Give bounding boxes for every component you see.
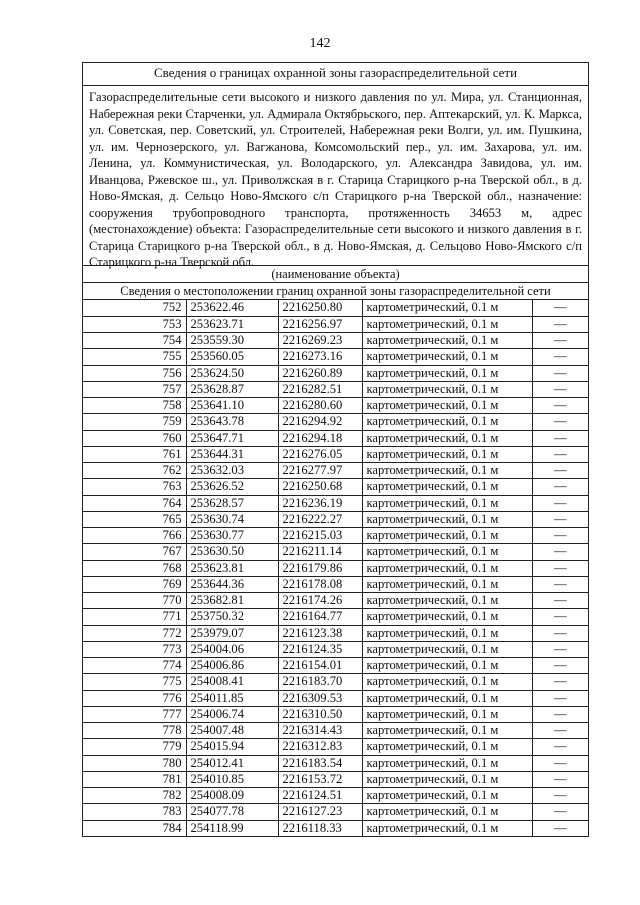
coord-x: 253979.07 xyxy=(186,625,278,641)
coord-y: 2216123.38 xyxy=(278,625,362,641)
coord-x: 254012.41 xyxy=(186,755,278,771)
method-accuracy: картометрический, 0.1 м xyxy=(362,333,532,349)
method-accuracy: картометрический, 0.1 м xyxy=(362,674,532,690)
table-row xyxy=(83,820,588,836)
coord-y: 2216174.26 xyxy=(278,593,362,609)
table-row xyxy=(83,641,588,657)
document-table xyxy=(82,62,589,837)
table-row xyxy=(83,625,588,641)
table-row xyxy=(83,349,588,365)
table-row xyxy=(83,479,588,495)
coord-y: 2216154.01 xyxy=(278,658,362,674)
method-accuracy: картометрический, 0.1 м xyxy=(362,625,532,641)
table-row xyxy=(83,333,588,349)
note-dash: — xyxy=(532,576,588,592)
coord-x: 254008.41 xyxy=(186,674,278,690)
table-row xyxy=(83,674,588,690)
table-row xyxy=(83,560,588,576)
note-dash: — xyxy=(532,446,588,462)
coord-y: 2216118.33 xyxy=(278,820,362,836)
table-row xyxy=(83,788,588,804)
coord-x: 254011.85 xyxy=(186,690,278,706)
coord-y: 2216153.72 xyxy=(278,771,362,787)
note-dash: — xyxy=(532,560,588,576)
coord-y: 2216294.92 xyxy=(278,414,362,430)
coord-x: 254006.74 xyxy=(186,706,278,722)
object-name-caption: (наименование объекта) xyxy=(83,266,588,283)
note-dash: — xyxy=(532,625,588,641)
method-accuracy: картометрический, 0.1 м xyxy=(362,739,532,755)
table-row xyxy=(83,414,588,430)
coord-y: 2216273.16 xyxy=(278,349,362,365)
table-row xyxy=(83,365,588,381)
point-number: 773 xyxy=(83,641,186,657)
method-accuracy: картометрический, 0.1 м xyxy=(362,381,532,397)
coord-x: 253560.05 xyxy=(186,349,278,365)
coord-x: 254004.06 xyxy=(186,641,278,657)
note-dash: — xyxy=(532,316,588,332)
coord-y: 2216314.43 xyxy=(278,723,362,739)
coord-y: 2216280.60 xyxy=(278,398,362,414)
note-dash: — xyxy=(532,414,588,430)
coordinates-body xyxy=(83,300,588,836)
point-number: 774 xyxy=(83,658,186,674)
note-dash: — xyxy=(532,739,588,755)
point-number: 770 xyxy=(83,593,186,609)
coord-y: 2216222.27 xyxy=(278,511,362,527)
point-number: 759 xyxy=(83,414,186,430)
method-accuracy: картометрический, 0.1 м xyxy=(362,349,532,365)
coord-x: 254015.94 xyxy=(186,739,278,755)
method-accuracy: картометрический, 0.1 м xyxy=(362,788,532,804)
coord-x: 253643.78 xyxy=(186,414,278,430)
coord-x: 254008.09 xyxy=(186,788,278,804)
point-number: 778 xyxy=(83,723,186,739)
point-number: 763 xyxy=(83,479,186,495)
table-row xyxy=(83,511,588,527)
point-number: 781 xyxy=(83,771,186,787)
page-number: 142 xyxy=(309,36,331,51)
coord-x: 254006.86 xyxy=(186,658,278,674)
note-dash: — xyxy=(532,723,588,739)
method-accuracy: картометрический, 0.1 м xyxy=(362,560,532,576)
note-dash: — xyxy=(532,300,588,316)
coord-y: 2216269.23 xyxy=(278,333,362,349)
point-number: 760 xyxy=(83,430,186,446)
coord-x: 253750.32 xyxy=(186,609,278,625)
method-accuracy: картометрический, 0.1 м xyxy=(362,609,532,625)
table-row xyxy=(83,495,588,511)
method-accuracy: картометрический, 0.1 м xyxy=(362,641,532,657)
table-row xyxy=(83,739,588,755)
note-dash: — xyxy=(553,820,567,835)
table-row xyxy=(83,658,588,674)
table-row xyxy=(83,430,588,446)
table-row xyxy=(83,771,588,787)
method-accuracy: картометрический, 0.1 м xyxy=(362,804,532,820)
method-accuracy: картометрический, 0.1 м xyxy=(362,479,532,495)
point-number: 755 xyxy=(83,349,186,365)
point-number: 767 xyxy=(83,544,186,560)
note-dash: — xyxy=(532,690,588,706)
note-dash: — xyxy=(532,398,588,414)
note-dash: — xyxy=(532,430,588,446)
note-dash: — xyxy=(532,771,588,787)
method-accuracy: картометрический, 0.1 м xyxy=(362,316,532,332)
note-dash: — xyxy=(532,804,588,820)
point-number: 762 xyxy=(83,463,186,479)
point-number: 766 xyxy=(83,528,186,544)
point-number: 783 xyxy=(83,804,186,820)
point-number: 753 xyxy=(83,316,186,332)
point-number: 772 xyxy=(83,625,186,641)
method-accuracy: картометрический, 0.1 м xyxy=(362,430,532,446)
table-row xyxy=(83,706,588,722)
table-row xyxy=(83,446,588,462)
coord-x: 254118.99 xyxy=(186,820,278,836)
note-dash: — xyxy=(532,544,588,560)
method-accuracy: картометрический, 0.1 м xyxy=(362,690,532,706)
table-row xyxy=(83,804,588,820)
point-number: 754 xyxy=(83,333,186,349)
method-accuracy: картометрический, 0.1 м xyxy=(362,755,532,771)
table-row xyxy=(83,690,588,706)
note-dash: — xyxy=(532,593,588,609)
note-dash: — xyxy=(532,609,588,625)
note-dash: — xyxy=(532,333,588,349)
table-row xyxy=(83,381,588,397)
point-number: 758 xyxy=(83,398,186,414)
coord-y: 2216282.51 xyxy=(278,381,362,397)
point-number: 768 xyxy=(83,560,186,576)
point-number: 776 xyxy=(83,690,186,706)
method-accuracy: картометрический, 0.1 м xyxy=(362,446,532,462)
coord-x: 253559.30 xyxy=(186,333,278,349)
table-row xyxy=(83,463,588,479)
method-accuracy: картометрический, 0.1 м xyxy=(362,414,532,430)
coord-x: 253682.81 xyxy=(186,593,278,609)
method-accuracy: картометрический, 0.1 м xyxy=(362,723,532,739)
coord-y: 2216164.77 xyxy=(278,609,362,625)
note-dash: — xyxy=(532,463,588,479)
coord-y: 2216215.03 xyxy=(278,528,362,544)
method-accuracy: картометрический, 0.1 м xyxy=(362,771,532,787)
table-row xyxy=(83,316,588,332)
coord-y: 2216312.83 xyxy=(278,739,362,755)
note-dash: — xyxy=(532,788,588,804)
method-accuracy: картометрический, 0.1 м xyxy=(362,463,532,479)
coord-x: 253630.50 xyxy=(186,544,278,560)
location-subtitle: Сведения о местоположении границ охранной зоны газораспределительной сети xyxy=(83,283,588,300)
point-number: 779 xyxy=(83,739,186,755)
coord-y: 2216276.05 xyxy=(278,446,362,462)
table-row xyxy=(83,609,588,625)
coord-y: 2216211.14 xyxy=(278,544,362,560)
coord-x: 254007.48 xyxy=(186,723,278,739)
coord-x: 253630.74 xyxy=(186,511,278,527)
coord-y: 2216250.80 xyxy=(278,300,362,316)
point-number: 782 xyxy=(83,788,186,804)
table-row xyxy=(83,576,588,592)
note-dash: — xyxy=(532,658,588,674)
coord-y: 2216179.86 xyxy=(278,560,362,576)
coord-y: 2216260.89 xyxy=(278,365,362,381)
note-dash: — xyxy=(532,511,588,527)
point-number: 752 xyxy=(83,300,186,316)
point-number: 757 xyxy=(83,381,186,397)
coord-x: 253641.10 xyxy=(186,398,278,414)
table-row xyxy=(83,398,588,414)
method-accuracy: картометрический, 0.1 м xyxy=(362,300,532,316)
coord-y: 2216294.18 xyxy=(278,430,362,446)
table-row xyxy=(83,300,588,316)
method-accuracy: картометрический, 0.1 м xyxy=(362,593,532,609)
point-number: 771 xyxy=(83,609,186,625)
coord-y: 2216277.97 xyxy=(278,463,362,479)
note-dash: — xyxy=(532,641,588,657)
coord-x: 253632.03 xyxy=(186,463,278,479)
note-dash: — xyxy=(532,479,588,495)
note-dash: — xyxy=(532,365,588,381)
coord-x: 253628.87 xyxy=(186,381,278,397)
point-number: 769 xyxy=(83,576,186,592)
coordinates-table xyxy=(83,300,588,836)
coord-y: 2216309.53 xyxy=(278,690,362,706)
coord-y: 2216127.23 xyxy=(278,804,362,820)
coord-y: 2216310.50 xyxy=(278,706,362,722)
coord-x: 253624.50 xyxy=(186,365,278,381)
coord-y: 2216124.51 xyxy=(278,788,362,804)
coord-x: 254010.85 xyxy=(186,771,278,787)
coord-y: 2216250.68 xyxy=(278,479,362,495)
coord-x: 253623.71 xyxy=(186,316,278,332)
coord-x: 253630.77 xyxy=(186,528,278,544)
note-dash: — xyxy=(532,495,588,511)
coord-y: 2216183.70 xyxy=(278,674,362,690)
point-number: 764 xyxy=(83,495,186,511)
object-description: Газораспределительные сети высокого и низкого давления по ул. Мира, ул. Станционная, Набережная реки Старченки, ул. Адмирала Октябрьского, пер. Аптекарский, ул. К. Маркса, ул. Советская, пер. Советский, ул. Строителей, Набережная реки Волги, ул. им. Пушкина, ул. им. Чернозерского, ул. Вагжанова, Комсомольский пер., ул. им. Захарова, ул. им. Ленина, ул. Коммунистическая, ул. Володарского, ул. Александра Завидова, ул. им. Иванцова, Ржевское ш., ул. Приволжская в г. Старица Старицкого р-на Тверской обл., в д. Ново-Ямская, д. Сельцо Ново-Ямского с/п Старицкого р-на Тверской обл., назначение: сооружения трубопроводного транспорта, протяженность 34653 м, адрес (местонахождение) объекта: Газораспределительные сети высокого и низкого давления в г. Старица Старицкого р-на Тверской обл., в д. Ново-Ямская, д. Сельцово Ново-Ямского с/п Старицкого р-на Тверской обл. xyxy=(83,86,588,266)
table-row xyxy=(83,593,588,609)
coord-y: 2216124.35 xyxy=(278,641,362,657)
point-number: 761 xyxy=(83,446,186,462)
method-accuracy: картометрический, 0.1 м xyxy=(362,495,532,511)
table-row xyxy=(83,755,588,771)
method-accuracy: картометрический, 0.1 м xyxy=(362,820,532,836)
method-accuracy: картометрический, 0.1 м xyxy=(362,544,532,560)
method-accuracy: картометрический, 0.1 м xyxy=(362,576,532,592)
method-accuracy: картометрический, 0.1 м xyxy=(362,658,532,674)
method-accuracy: картометрический, 0.1 м xyxy=(362,511,532,527)
coord-y: 2216236.19 xyxy=(278,495,362,511)
coord-x: 254077.78 xyxy=(186,804,278,820)
note-dash: — xyxy=(532,706,588,722)
note-dash: — xyxy=(532,755,588,771)
method-accuracy: картометрический, 0.1 м xyxy=(362,365,532,381)
method-accuracy: картометрический, 0.1 м xyxy=(362,528,532,544)
point-number: 756 xyxy=(83,365,186,381)
coord-x: 253644.31 xyxy=(186,446,278,462)
coord-x: 253628.57 xyxy=(186,495,278,511)
table-row xyxy=(83,723,588,739)
coord-x: 253644.36 xyxy=(186,576,278,592)
coord-y: 2216183.54 xyxy=(278,755,362,771)
coord-x: 253626.52 xyxy=(186,479,278,495)
note-dash: — xyxy=(532,349,588,365)
coord-y: 2216178.08 xyxy=(278,576,362,592)
method-accuracy: картометрический, 0.1 м xyxy=(362,398,532,414)
point-number: 777 xyxy=(83,706,186,722)
point-number: 775 xyxy=(83,674,186,690)
table-row xyxy=(83,544,588,560)
note-dash: — xyxy=(532,528,588,544)
note-dash: — xyxy=(532,674,588,690)
table-row xyxy=(83,528,588,544)
table-title: Сведения о границах охранной зоны газораспределительной сети xyxy=(83,63,588,86)
method-accuracy: картометрический, 0.1 м xyxy=(362,706,532,722)
point-number: 784 xyxy=(83,820,186,836)
note-dash: — xyxy=(532,381,588,397)
coord-x: 253623.81 xyxy=(186,560,278,576)
coord-x: 253622.46 xyxy=(186,300,278,316)
coord-y: 2216256.97 xyxy=(278,316,362,332)
coord-x: 253647.71 xyxy=(186,430,278,446)
point-number: 765 xyxy=(83,511,186,527)
point-number: 780 xyxy=(83,755,186,771)
